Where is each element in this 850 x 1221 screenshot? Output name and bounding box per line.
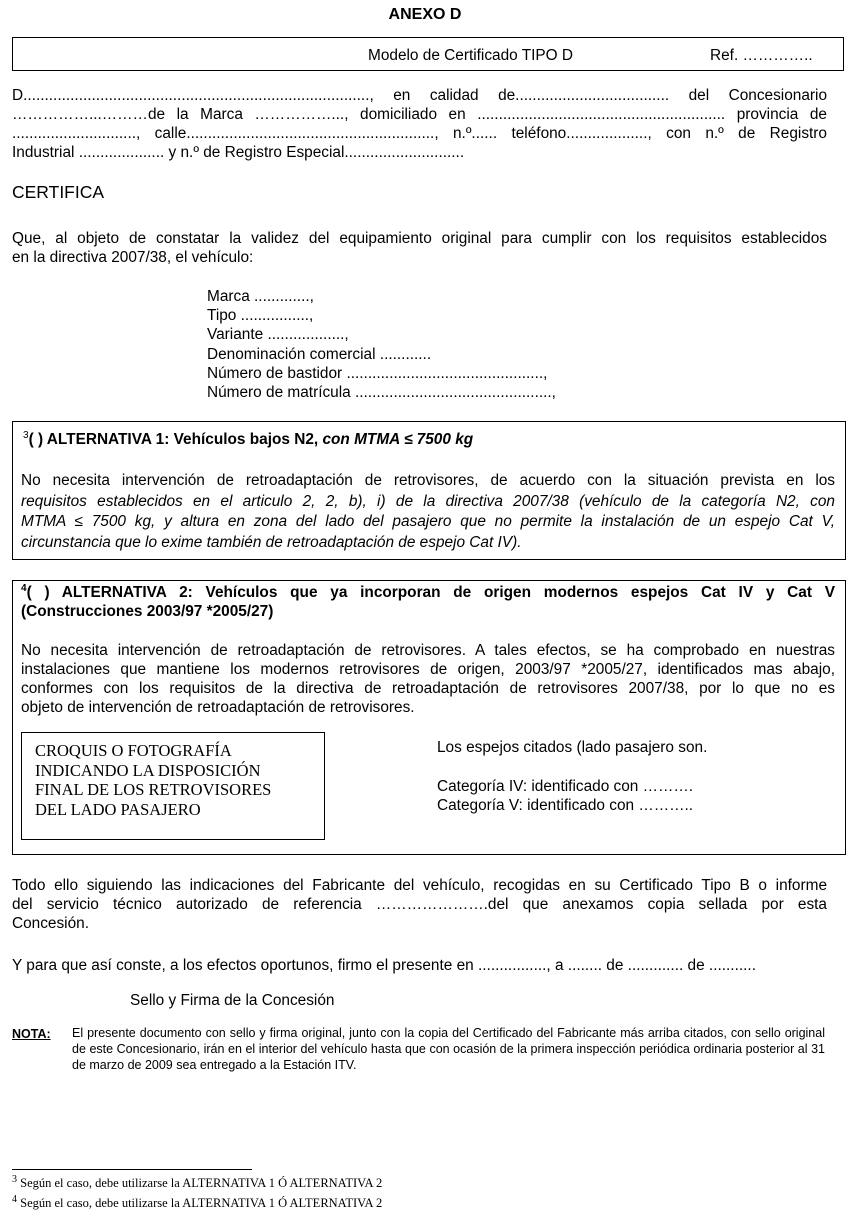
- sketch-line: CROQUIS O FOTOGRAFÍA: [35, 741, 232, 760]
- sketch-line: INDICANDO LA DISPOSICIÓN: [35, 760, 261, 780]
- todo-line: Todo ello siguiendo las indicaciones del Fabricante del vehículo, recogidas en su Certificado Tipo B o informe: [12, 877, 827, 894]
- que-line: Que, al objeto de constatar la validez del equipamiento original para cumplir con los requisitos establecidos: [12, 230, 827, 247]
- mirror-cat-iv: Categoría IV: identificado con ……….: [437, 778, 694, 795]
- footnote-divider: [12, 1169, 252, 1170]
- model-label: Modelo de Certificado TIPO D: [368, 47, 574, 64]
- alternativa-1-heading[interactable]: [23, 430, 473, 449]
- alternativa-2-heading[interactable]: [21, 583, 835, 621]
- footnote-ref-4: 4: [21, 582, 27, 594]
- alternativa-1-box: [12, 421, 846, 560]
- conste-line: Y para que así conste, a los efectos oportunos, firmo el presente en ................, a ........ de ............. de ...........: [12, 957, 756, 974]
- alt1-line: MTMA ≤ 7500 kg, y altura en zona del lado del pasajero que no permite la instalación de un espejo Cat V,: [21, 513, 835, 530]
- intro-line: D................................................................................., en calidad de.................................... del Concesionario: [12, 87, 827, 104]
- alt2-heading-line: (Construcciones 2003/97 *2005/27): [21, 603, 274, 620]
- alt1-line: No necesita intervención de retroadaptación de retrovisores, de acuerdo con la situación prevista en los: [21, 472, 835, 489]
- certifica-heading: CERTIFICA: [12, 182, 105, 202]
- footnote-number: 4: [12, 1193, 17, 1205]
- footnote-3: [12, 1173, 383, 1190]
- todo-line: Concesión.: [12, 915, 89, 932]
- alt2-line: conformes con los requisitos de la directiva de retroadaptación de retrovisores 2007/38, por lo que no es: [21, 680, 835, 697]
- sketch-photo-placeholder: [21, 732, 325, 840]
- footnote-text: Según el caso, debe utilizarse la ALTERNATIVA 1 Ó ALTERNATIVA 2: [20, 1196, 383, 1210]
- sello-firma: Sello y Firma de la Concesión: [130, 992, 335, 1009]
- intro-paragraph: [12, 86, 827, 162]
- nota-label: NOTA:: [12, 1027, 51, 1041]
- alternativa-2-box: [12, 580, 846, 855]
- alt2-line: instalaciones que mantiene los modernos retrovisores de origen, 2003/97 *2005/27, identificados mas abajo,: [21, 661, 835, 678]
- alternativa-2-text: [21, 641, 835, 717]
- que-line: en la directiva 2007/38, el vehículo:: [12, 249, 254, 266]
- mirrors-title: Los espejos citados (lado pasajero son.: [437, 739, 708, 756]
- mirror-cat-v: Categoría V: identificado con ………..: [437, 797, 694, 814]
- intro-line: ……………...………de la Marca ……………..., domiciliado en .......................................................... provincia de: [12, 106, 827, 123]
- footnote-text: Según el caso, debe utilizarse la ALTERNATIVA 1 Ó ALTERNATIVA 2: [20, 1176, 383, 1190]
- field-tipo: Tipo ................,: [207, 307, 314, 325]
- intro-line: Industrial .................... y n.º de Registro Especial............................: [12, 144, 465, 161]
- sketch-line: FINAL DE LOS RETROVISORES: [35, 780, 272, 799]
- todo-paragraph: [12, 876, 827, 933]
- alt2-line: No necesita intervención de retroadaptación de retrovisores. A tales efectos, se ha comprobado en nuestras: [21, 642, 835, 659]
- footnote-ref-3: 3: [23, 429, 29, 441]
- field-variante: Variante ..................,: [207, 326, 349, 344]
- que-paragraph: [12, 229, 827, 267]
- field-matricula: Número de matrícula ..............................................,: [207, 384, 556, 402]
- alt2-line: objeto de intervención de retroadaptación de retrovisores.: [21, 699, 415, 716]
- field-denominacion: Denominación comercial ............: [207, 345, 432, 363]
- alt1-heading-italic: con MTMA ≤ 7500 kg: [322, 431, 474, 448]
- footnote-4: [12, 1193, 383, 1210]
- field-marca: Marca .............,: [207, 288, 314, 305]
- nota-text: El presente documento con sello y firma original, junto con la copia del Certificado del Fabricante más arriba citados, con sello original de este Concesionario, irán en el interior del vehículo hasta que con ocasión de la primera inspección periódica ordinaria posterior al 31 de marzo de 2009 sea entregado a la Estación ITV.: [72, 1026, 825, 1072]
- todo-line: del servicio técnico autorizado de referencia ………………….del que anexamos copia sellada por esta: [12, 896, 827, 913]
- alt2-heading-line: ( ) ALTERNATIVA 2: Vehículos que ya incorporan de origen modernos espejos Cat IV y Cat V: [26, 584, 835, 601]
- vehicle-fields: [207, 287, 556, 402]
- alternativa-1-text: [21, 471, 835, 553]
- sketch-line: DEL LADO PASAJERO: [35, 799, 201, 819]
- intro-line: ............................., calle.........................................................., n.º...... teléfono..................., con n.º de Registro: [12, 125, 827, 142]
- certificate-header-box: [12, 37, 844, 71]
- document-title: ANEXO D: [388, 6, 462, 23]
- alt1-line: circunstancia que lo exime también de retroadaptación de espejo Cat IV).: [21, 533, 522, 551]
- footnote-number: 3: [12, 1173, 17, 1185]
- alt1-heading-bold: ( ) ALTERNATIVA 1: Vehículos bajos N2,: [28, 431, 323, 448]
- ref-label: Ref. …………..: [710, 47, 813, 64]
- alt1-line: requisitos establecidos en el articulo 2, 2, b), i) de la directiva 2007/38 (vehículo de la categoría N2, con: [21, 492, 835, 510]
- field-bastidor: Número de bastidor ..............................................,: [207, 364, 548, 382]
